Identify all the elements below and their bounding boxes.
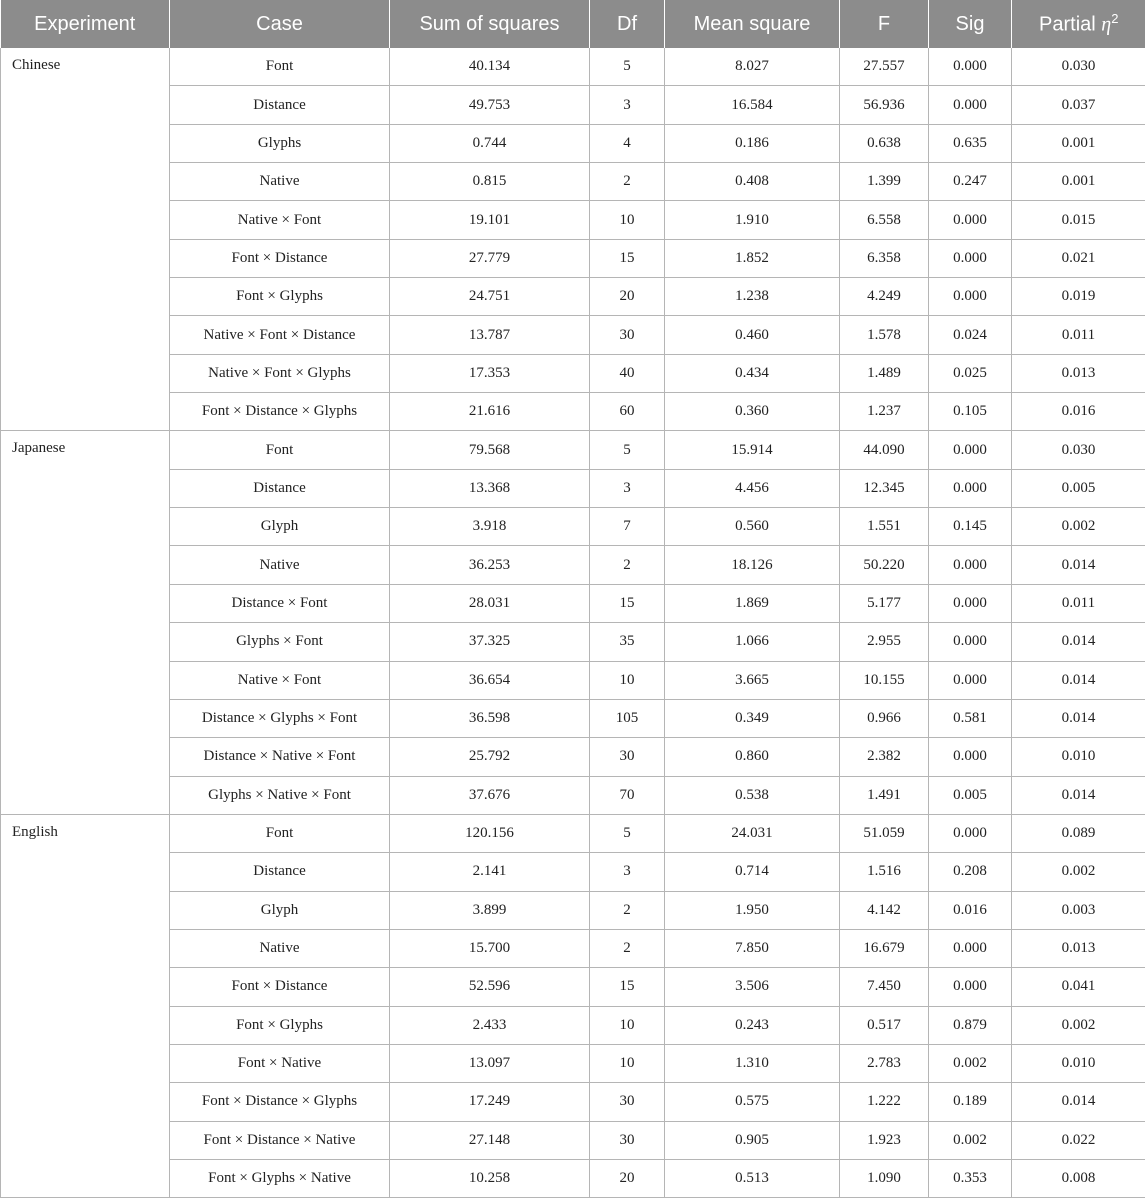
sig-cell: 0.000 bbox=[929, 546, 1012, 584]
sig-cell: 0.002 bbox=[929, 1044, 1012, 1082]
sig-cell: 0.000 bbox=[929, 929, 1012, 967]
table-row bbox=[1, 354, 1145, 392]
f-cell: 1.923 bbox=[840, 1121, 929, 1159]
df-cell: 5 bbox=[590, 431, 665, 469]
f-cell: 56.936 bbox=[840, 86, 929, 124]
table-row bbox=[1, 623, 1145, 661]
sum-of-squares-cell: 13.097 bbox=[390, 1044, 590, 1082]
sig-cell: 0.000 bbox=[929, 968, 1012, 1006]
case-cell: Glyph bbox=[170, 891, 390, 929]
case-cell: Native bbox=[170, 163, 390, 201]
case-cell: Font × Glyphs bbox=[170, 278, 390, 316]
case-cell: Font × Native bbox=[170, 1044, 390, 1082]
df-cell: 40 bbox=[590, 354, 665, 392]
f-cell: 12.345 bbox=[840, 469, 929, 507]
sig-cell: 0.002 bbox=[929, 1121, 1012, 1159]
case-cell: Font bbox=[170, 48, 390, 86]
mean-square-cell: 0.186 bbox=[665, 124, 840, 162]
mean-square-cell: 1.238 bbox=[665, 278, 840, 316]
case-cell: Glyph bbox=[170, 508, 390, 546]
f-cell: 27.557 bbox=[840, 48, 929, 86]
header-row bbox=[1, 0, 1145, 48]
mean-square-cell: 4.456 bbox=[665, 469, 840, 507]
df-cell: 35 bbox=[590, 623, 665, 661]
mean-square-cell: 7.850 bbox=[665, 929, 840, 967]
sig-cell: 0.024 bbox=[929, 316, 1012, 354]
case-cell: Font × Distance × Native bbox=[170, 1121, 390, 1159]
partial-eta-cell: 0.014 bbox=[1012, 776, 1145, 814]
f-cell: 0.638 bbox=[840, 124, 929, 162]
table-row bbox=[1, 86, 1145, 124]
f-cell: 2.955 bbox=[840, 623, 929, 661]
partial-eta-cell: 0.008 bbox=[1012, 1159, 1145, 1197]
partial-eta-cell: 0.021 bbox=[1012, 239, 1145, 277]
case-cell: Distance bbox=[170, 853, 390, 891]
sig-cell: 0.000 bbox=[929, 431, 1012, 469]
mean-square-cell: 1.869 bbox=[665, 584, 840, 622]
header-df: Df bbox=[590, 0, 665, 48]
table-row bbox=[1, 853, 1145, 891]
sum-of-squares-cell: 27.779 bbox=[390, 239, 590, 277]
mean-square-cell: 0.243 bbox=[665, 1006, 840, 1044]
df-cell: 2 bbox=[590, 891, 665, 929]
f-cell: 1.222 bbox=[840, 1083, 929, 1121]
df-cell: 10 bbox=[590, 201, 665, 239]
table-row bbox=[1, 278, 1145, 316]
sum-of-squares-cell: 2.141 bbox=[390, 853, 590, 891]
df-cell: 15 bbox=[590, 584, 665, 622]
sum-of-squares-cell: 17.353 bbox=[390, 354, 590, 392]
eta-superscript: 2 bbox=[1111, 11, 1119, 27]
df-cell: 10 bbox=[590, 661, 665, 699]
mean-square-cell: 1.910 bbox=[665, 201, 840, 239]
partial-eta-cell: 0.001 bbox=[1012, 163, 1145, 201]
f-cell: 4.142 bbox=[840, 891, 929, 929]
partial-eta-cell: 0.014 bbox=[1012, 699, 1145, 737]
case-cell: Glyphs × Native × Font bbox=[170, 776, 390, 814]
partial-eta-cell: 0.002 bbox=[1012, 853, 1145, 891]
f-cell: 1.551 bbox=[840, 508, 929, 546]
table-row bbox=[1, 891, 1145, 929]
sum-of-squares-cell: 13.368 bbox=[390, 469, 590, 507]
sum-of-squares-cell: 25.792 bbox=[390, 738, 590, 776]
mean-square-cell: 0.349 bbox=[665, 699, 840, 737]
partial-eta-cell: 0.022 bbox=[1012, 1121, 1145, 1159]
partial-eta-cell: 0.011 bbox=[1012, 316, 1145, 354]
sig-cell: 0.247 bbox=[929, 163, 1012, 201]
sum-of-squares-cell: 13.787 bbox=[390, 316, 590, 354]
sig-cell: 0.000 bbox=[929, 239, 1012, 277]
case-cell: Distance × Native × Font bbox=[170, 738, 390, 776]
mean-square-cell: 1.852 bbox=[665, 239, 840, 277]
sig-cell: 0.581 bbox=[929, 699, 1012, 737]
partial-eta-cell: 0.014 bbox=[1012, 623, 1145, 661]
f-cell: 1.090 bbox=[840, 1159, 929, 1197]
mean-square-cell: 0.905 bbox=[665, 1121, 840, 1159]
header-f: F bbox=[840, 0, 929, 48]
mean-square-cell: 0.560 bbox=[665, 508, 840, 546]
case-cell: Font × Distance × Glyphs bbox=[170, 1083, 390, 1121]
header-mean-square: Mean square bbox=[665, 0, 840, 48]
mean-square-cell: 0.538 bbox=[665, 776, 840, 814]
f-cell: 1.491 bbox=[840, 776, 929, 814]
case-cell: Native × Font × Glyphs bbox=[170, 354, 390, 392]
mean-square-cell: 0.360 bbox=[665, 393, 840, 431]
df-cell: 2 bbox=[590, 929, 665, 967]
case-cell: Font bbox=[170, 431, 390, 469]
df-cell: 30 bbox=[590, 1121, 665, 1159]
header-partial-eta bbox=[1012, 0, 1145, 48]
df-cell: 10 bbox=[590, 1044, 665, 1082]
partial-eta-cell: 0.030 bbox=[1012, 431, 1145, 469]
df-cell: 5 bbox=[590, 48, 665, 86]
partial-eta-cell: 0.010 bbox=[1012, 738, 1145, 776]
sig-cell: 0.000 bbox=[929, 814, 1012, 852]
partial-eta-cell: 0.003 bbox=[1012, 891, 1145, 929]
sum-of-squares-cell: 28.031 bbox=[390, 584, 590, 622]
sig-cell: 0.016 bbox=[929, 891, 1012, 929]
df-cell: 3 bbox=[590, 853, 665, 891]
mean-square-cell: 16.584 bbox=[665, 86, 840, 124]
case-cell: Font × Glyphs bbox=[170, 1006, 390, 1044]
mean-square-cell: 0.714 bbox=[665, 853, 840, 891]
sum-of-squares-cell: 49.753 bbox=[390, 86, 590, 124]
df-cell: 30 bbox=[590, 316, 665, 354]
sig-cell: 0.000 bbox=[929, 201, 1012, 239]
partial-eta-cell: 0.013 bbox=[1012, 929, 1145, 967]
sig-cell: 0.000 bbox=[929, 661, 1012, 699]
table-row bbox=[1, 929, 1145, 967]
df-cell: 10 bbox=[590, 1006, 665, 1044]
df-cell: 70 bbox=[590, 776, 665, 814]
partial-eta-cell: 0.041 bbox=[1012, 968, 1145, 1006]
sum-of-squares-cell: 37.325 bbox=[390, 623, 590, 661]
table-row bbox=[1, 699, 1145, 737]
sum-of-squares-cell: 15.700 bbox=[390, 929, 590, 967]
case-cell: Font × Glyphs × Native bbox=[170, 1159, 390, 1197]
mean-square-cell: 15.914 bbox=[665, 431, 840, 469]
table-row bbox=[1, 1006, 1145, 1044]
sig-cell: 0.000 bbox=[929, 86, 1012, 124]
table-row bbox=[1, 814, 1145, 852]
sig-cell: 0.005 bbox=[929, 776, 1012, 814]
case-cell: Distance bbox=[170, 86, 390, 124]
table-row bbox=[1, 776, 1145, 814]
sig-cell: 0.353 bbox=[929, 1159, 1012, 1197]
f-cell: 44.090 bbox=[840, 431, 929, 469]
df-cell: 7 bbox=[590, 508, 665, 546]
table-row bbox=[1, 1159, 1145, 1197]
mean-square-cell: 0.575 bbox=[665, 1083, 840, 1121]
f-cell: 5.177 bbox=[840, 584, 929, 622]
f-cell: 6.558 bbox=[840, 201, 929, 239]
f-cell: 1.516 bbox=[840, 853, 929, 891]
sum-of-squares-cell: 52.596 bbox=[390, 968, 590, 1006]
df-cell: 15 bbox=[590, 968, 665, 1006]
case-cell: Font bbox=[170, 814, 390, 852]
mean-square-cell: 8.027 bbox=[665, 48, 840, 86]
partial-eta-cell: 0.013 bbox=[1012, 354, 1145, 392]
sig-cell: 0.025 bbox=[929, 354, 1012, 392]
partial-eta-cell: 0.014 bbox=[1012, 661, 1145, 699]
mean-square-cell: 1.950 bbox=[665, 891, 840, 929]
sig-cell: 0.879 bbox=[929, 1006, 1012, 1044]
case-cell: Distance × Font bbox=[170, 584, 390, 622]
df-cell: 15 bbox=[590, 239, 665, 277]
mean-square-cell: 24.031 bbox=[665, 814, 840, 852]
partial-eta-prefix: Partial bbox=[1039, 13, 1102, 36]
f-cell: 16.679 bbox=[840, 929, 929, 967]
mean-square-cell: 0.460 bbox=[665, 316, 840, 354]
table-row bbox=[1, 508, 1145, 546]
case-cell: Distance bbox=[170, 469, 390, 507]
df-cell: 30 bbox=[590, 738, 665, 776]
table-row bbox=[1, 393, 1145, 431]
table-row bbox=[1, 201, 1145, 239]
mean-square-cell: 0.860 bbox=[665, 738, 840, 776]
f-cell: 51.059 bbox=[840, 814, 929, 852]
mean-square-cell: 3.506 bbox=[665, 968, 840, 1006]
sum-of-squares-cell: 21.616 bbox=[390, 393, 590, 431]
table-row bbox=[1, 1044, 1145, 1082]
case-cell: Font × Distance × Glyphs bbox=[170, 393, 390, 431]
table-row bbox=[1, 163, 1145, 201]
experiment-cell: Japanese bbox=[1, 431, 170, 814]
sum-of-squares-cell: 120.156 bbox=[390, 814, 590, 852]
f-cell: 2.382 bbox=[840, 738, 929, 776]
partial-eta-cell: 0.002 bbox=[1012, 1006, 1145, 1044]
case-cell: Native bbox=[170, 546, 390, 584]
sum-of-squares-cell: 3.918 bbox=[390, 508, 590, 546]
f-cell: 4.249 bbox=[840, 278, 929, 316]
partial-eta-cell: 0.019 bbox=[1012, 278, 1145, 316]
mean-square-cell: 0.408 bbox=[665, 163, 840, 201]
case-cell: Glyphs × Font bbox=[170, 623, 390, 661]
sum-of-squares-cell: 37.676 bbox=[390, 776, 590, 814]
case-cell: Glyphs bbox=[170, 124, 390, 162]
partial-eta-cell: 0.002 bbox=[1012, 508, 1145, 546]
sig-cell: 0.000 bbox=[929, 48, 1012, 86]
sum-of-squares-cell: 19.101 bbox=[390, 201, 590, 239]
case-cell: Font × Distance bbox=[170, 239, 390, 277]
sig-cell: 0.000 bbox=[929, 584, 1012, 622]
sum-of-squares-cell: 10.258 bbox=[390, 1159, 590, 1197]
sig-cell: 0.105 bbox=[929, 393, 1012, 431]
sig-cell: 0.000 bbox=[929, 623, 1012, 661]
sum-of-squares-cell: 3.899 bbox=[390, 891, 590, 929]
f-cell: 1.399 bbox=[840, 163, 929, 201]
f-cell: 2.783 bbox=[840, 1044, 929, 1082]
case-cell: Native bbox=[170, 929, 390, 967]
table-row bbox=[1, 239, 1145, 277]
header-sum-of-squares: Sum of squares bbox=[390, 0, 590, 48]
sum-of-squares-cell: 2.433 bbox=[390, 1006, 590, 1044]
df-cell: 105 bbox=[590, 699, 665, 737]
df-cell: 2 bbox=[590, 546, 665, 584]
partial-eta-cell: 0.011 bbox=[1012, 584, 1145, 622]
table-row bbox=[1, 661, 1145, 699]
case-cell: Distance × Glyphs × Font bbox=[170, 699, 390, 737]
sig-cell: 0.000 bbox=[929, 278, 1012, 316]
case-cell: Font × Distance bbox=[170, 968, 390, 1006]
sig-cell: 0.000 bbox=[929, 469, 1012, 507]
sig-cell: 0.145 bbox=[929, 508, 1012, 546]
sum-of-squares-cell: 27.148 bbox=[390, 1121, 590, 1159]
table-row bbox=[1, 546, 1145, 584]
df-cell: 20 bbox=[590, 1159, 665, 1197]
partial-eta-cell: 0.005 bbox=[1012, 469, 1145, 507]
table-row bbox=[1, 48, 1145, 86]
mean-square-cell: 3.665 bbox=[665, 661, 840, 699]
mean-square-cell: 0.434 bbox=[665, 354, 840, 392]
df-cell: 5 bbox=[590, 814, 665, 852]
sum-of-squares-cell: 0.744 bbox=[390, 124, 590, 162]
partial-eta-cell: 0.015 bbox=[1012, 201, 1145, 239]
f-cell: 10.155 bbox=[840, 661, 929, 699]
df-cell: 4 bbox=[590, 124, 665, 162]
f-cell: 0.966 bbox=[840, 699, 929, 737]
f-cell: 6.358 bbox=[840, 239, 929, 277]
f-cell: 50.220 bbox=[840, 546, 929, 584]
sum-of-squares-cell: 79.568 bbox=[390, 431, 590, 469]
mean-square-cell: 18.126 bbox=[665, 546, 840, 584]
sig-cell: 0.189 bbox=[929, 1083, 1012, 1121]
partial-eta-cell: 0.016 bbox=[1012, 393, 1145, 431]
df-cell: 20 bbox=[590, 278, 665, 316]
partial-eta-cell: 0.010 bbox=[1012, 1044, 1145, 1082]
table-row bbox=[1, 1121, 1145, 1159]
df-cell: 60 bbox=[590, 393, 665, 431]
table-row bbox=[1, 124, 1145, 162]
sum-of-squares-cell: 36.253 bbox=[390, 546, 590, 584]
case-cell: Native × Font × Distance bbox=[170, 316, 390, 354]
table-header bbox=[1, 0, 1145, 48]
case-cell: Native × Font bbox=[170, 661, 390, 699]
sum-of-squares-cell: 24.751 bbox=[390, 278, 590, 316]
df-cell: 2 bbox=[590, 163, 665, 201]
eta-symbol: η bbox=[1101, 13, 1112, 36]
partial-eta-cell: 0.014 bbox=[1012, 1083, 1145, 1121]
f-cell: 0.517 bbox=[840, 1006, 929, 1044]
partial-eta-cell: 0.014 bbox=[1012, 546, 1145, 584]
f-cell: 1.237 bbox=[840, 393, 929, 431]
partial-eta-cell: 0.037 bbox=[1012, 86, 1145, 124]
header-sig: Sig bbox=[929, 0, 1012, 48]
table-row bbox=[1, 584, 1145, 622]
partial-eta-cell: 0.001 bbox=[1012, 124, 1145, 162]
table-row bbox=[1, 469, 1145, 507]
sig-cell: 0.635 bbox=[929, 124, 1012, 162]
experiment-cell: English bbox=[1, 814, 170, 1197]
f-cell: 1.578 bbox=[840, 316, 929, 354]
table-row bbox=[1, 316, 1145, 354]
experiment-cell: Chinese bbox=[1, 48, 170, 431]
sum-of-squares-cell: 36.598 bbox=[390, 699, 590, 737]
df-cell: 3 bbox=[590, 469, 665, 507]
case-cell: Native × Font bbox=[170, 201, 390, 239]
mean-square-cell: 1.066 bbox=[665, 623, 840, 661]
sum-of-squares-cell: 40.134 bbox=[390, 48, 590, 86]
sum-of-squares-cell: 0.815 bbox=[390, 163, 590, 201]
sum-of-squares-cell: 36.654 bbox=[390, 661, 590, 699]
f-cell: 1.489 bbox=[840, 354, 929, 392]
f-cell: 7.450 bbox=[840, 968, 929, 1006]
sum-of-squares-cell: 17.249 bbox=[390, 1083, 590, 1121]
table-body bbox=[1, 48, 1145, 1198]
mean-square-cell: 1.310 bbox=[665, 1044, 840, 1082]
mean-square-cell: 0.513 bbox=[665, 1159, 840, 1197]
table-row bbox=[1, 1083, 1145, 1121]
table-row bbox=[1, 431, 1145, 469]
header-case: Case bbox=[170, 0, 390, 48]
table-row bbox=[1, 738, 1145, 776]
sig-cell: 0.000 bbox=[929, 738, 1012, 776]
sig-cell: 0.208 bbox=[929, 853, 1012, 891]
df-cell: 30 bbox=[590, 1083, 665, 1121]
partial-eta-cell: 0.089 bbox=[1012, 814, 1145, 852]
df-cell: 3 bbox=[590, 86, 665, 124]
header-experiment: Experiment bbox=[1, 0, 170, 48]
partial-eta-cell: 0.030 bbox=[1012, 48, 1145, 86]
table-row bbox=[1, 968, 1145, 1006]
